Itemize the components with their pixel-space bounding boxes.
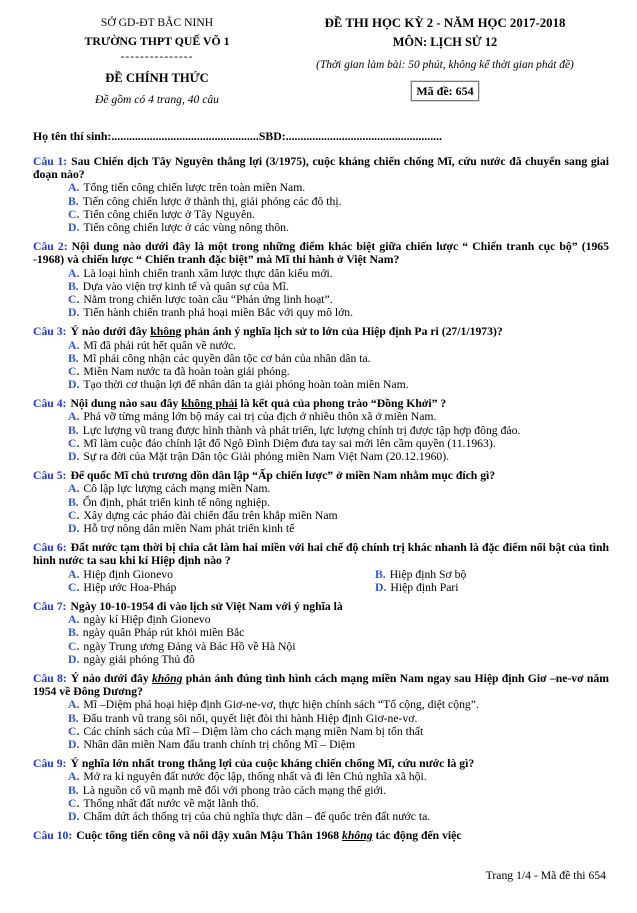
answer-option	[33, 378, 609, 391]
question-text-part: không	[151, 671, 183, 685]
option-text: Nằm trong chiến lược toàn cầu “Phản ứng linh hoạt”.	[83, 293, 333, 307]
answer-option	[33, 293, 609, 306]
answer-option	[33, 208, 609, 221]
answer-option	[33, 738, 609, 751]
answer-option	[33, 581, 340, 594]
question-text-part: Ý nghĩa lớn nhất trong thắng lợi của cuộc kháng chiến chống Mĩ, cứu nước là gì?	[70, 757, 475, 771]
answer-option	[33, 810, 609, 823]
option-text: Nhân dân miền Nam đấu tranh chính trị chống Mĩ – Diệm	[83, 738, 356, 752]
option-letter: D.	[68, 653, 80, 667]
option-text: Các chính sách của Mĩ – Diệm làm cho cách mạng miền Nam bị tổn thất	[83, 725, 424, 739]
option-text: Mở ra kỉ nguyên đất nước độc lập, thống nhất và đi lên Chủ nghĩa xã hội.	[83, 770, 427, 784]
question	[33, 325, 609, 391]
option-text: Xây dựng các pháo đài chiến đấu trên khắp miền Nam	[83, 509, 338, 523]
answer-option	[33, 522, 609, 535]
answer-option	[33, 339, 609, 352]
option-text: Mĩ đã phải rút hết quân về nước.	[83, 338, 237, 352]
question-text-part: Cuộc tổng tiến công và nổi dậy xuân Mậu Thân 1968	[76, 829, 343, 843]
answer-option	[33, 613, 609, 626]
question-text-part: là kết quả của phong trào “Đồng Khởi” ?	[237, 397, 447, 411]
options-list	[33, 339, 609, 392]
option-letter: A.	[68, 482, 80, 496]
option-text: Là nguồn cổ vũ mạnh mẽ đối với phong trào cách mạng thế giới.	[82, 783, 386, 797]
option-letter: D.	[68, 306, 80, 320]
answer-option	[33, 306, 609, 319]
option-letter: B.	[68, 423, 79, 437]
page-count-note: Đề gồm có 4 trang, 40 câu	[95, 92, 219, 106]
answer-option	[33, 496, 609, 509]
question-number: Câu 8:	[33, 671, 67, 685]
question-text-part: không phải	[181, 397, 238, 411]
question-number: Câu 9:	[33, 757, 67, 771]
question-text-part: tác động đến việc	[372, 829, 462, 843]
question-text	[33, 600, 609, 613]
answer-option	[33, 725, 609, 738]
options-list	[33, 267, 609, 320]
question-text-part: Đế quốc Mĩ chủ trương dồn dân lập “Ấp chiến lược” ở miền Nam nhằm mục đích gì?	[70, 469, 496, 483]
question-text	[33, 397, 609, 410]
option-text: Dựa vào viện trợ kinh tế và quân sự của Mĩ.	[82, 279, 289, 293]
option-letter: C.	[68, 581, 80, 595]
question-text	[33, 672, 609, 699]
option-letter: D.	[68, 450, 80, 464]
option-letter: A.	[68, 613, 80, 627]
option-letter: C.	[68, 207, 80, 221]
header-right-block	[281, 14, 609, 103]
question-text-part: Sau Chiến dịch Tây Nguyên thắng lợi (3/1975), cuộc kháng chiến chống Mĩ, cứu nước đã chuyển sang giai đoạn nào?	[33, 154, 609, 181]
option-letter: B.	[68, 711, 79, 725]
option-text: Sự ra đời của Mặt trận Dân tộc Giải phóng miền Nam Việt Nam (20.12.1960).	[83, 450, 450, 464]
option-text: ngày quân Pháp rút khỏi miền Bắc	[82, 626, 245, 640]
question-text-part: Đất nước tạm thời bị chia cắt làm hai miền với hai chế độ chính trị khác nhanh là đặc điểm nổi bật của tình hình nước ta sau khi kí Hiệp định nào ?	[33, 541, 609, 568]
option-letter: D.	[68, 738, 80, 752]
answer-option	[340, 581, 609, 594]
option-text: Thống nhất đất nước về mặt lãnh thổ.	[83, 797, 259, 810]
question-text	[33, 829, 609, 842]
question	[33, 541, 609, 594]
option-text: Tiến công chiến lược ở thành thị, giải phóng các đô thị.	[82, 194, 342, 208]
options-list	[33, 482, 609, 535]
option-letter: C.	[68, 509, 80, 523]
header-left-block	[33, 14, 281, 109]
school-name: TRƯỜNG THPT QUẾ VÕ 1	[84, 33, 230, 48]
option-text: ngày giải phóng Thủ đô	[83, 653, 195, 667]
option-letter: C.	[68, 365, 80, 379]
question-text	[33, 541, 609, 568]
options-list	[33, 181, 609, 234]
option-text: Là loại hình chiến tranh xâm lược thực dân kiểu mới.	[83, 266, 333, 280]
question-text	[33, 240, 609, 267]
option-letter: B.	[68, 194, 79, 208]
options-list	[33, 568, 609, 595]
option-text: Ổn định, phát triển kinh tế nông nghiệp.	[82, 495, 271, 509]
question-text-part: Nội dung nào dưới đây là một trong những điểm khác biệt giữa chiến lược “ Chiến tranh cục bộ” (1965 -1968) và chiến lược “ Chiến tranh đặc biệt” mà Mĩ thi hành ở Việt Nam?	[33, 239, 609, 267]
option-text: Hiệp ước Hoa-Pháp	[83, 581, 177, 595]
question-number: Câu 5:	[33, 469, 67, 483]
option-letter: C.	[68, 725, 80, 739]
answer-option	[33, 626, 609, 639]
question-number: Câu 7:	[33, 599, 67, 613]
exam-header	[33, 14, 609, 109]
option-text: Đấu tranh vũ trang sôi nổi, quyết liệt đòi thi hành Hiệp định Giơ-ne-vơ.	[82, 711, 418, 725]
option-letter: B.	[68, 279, 79, 293]
answer-option	[33, 640, 609, 653]
question-number: Câu 3:	[33, 325, 67, 339]
options-list	[33, 770, 609, 823]
question	[33, 240, 609, 320]
option-text: Hiệp định Gionevo	[83, 567, 173, 581]
question	[33, 155, 609, 235]
option-letter: D.	[68, 378, 80, 392]
option-letter: C.	[68, 437, 80, 451]
question-text-part: Ngày 10-10-1954 đi vào lịch sử Việt Nam với ý nghĩa là	[70, 599, 343, 613]
question-number: Câu 4:	[33, 397, 67, 411]
header-divider: ---------------	[120, 50, 194, 64]
option-letter: B.	[68, 495, 79, 509]
questions-list	[33, 155, 609, 843]
page-footer: Trang 1/4 - Mã đề thi 654	[485, 869, 606, 882]
question-text-part: Ý nào dưới đây	[70, 671, 152, 685]
question-text-part: Nội dung nào sau đây	[70, 397, 182, 411]
candidate-sbd-dots: .....................................................	[285, 128, 443, 143]
answer-option	[33, 509, 609, 522]
option-text: ngày kí Hiệp định Gionevo	[83, 613, 211, 627]
answer-option	[33, 482, 609, 495]
question	[33, 469, 609, 535]
question-number: Câu 6:	[33, 541, 67, 555]
options-list	[33, 410, 609, 463]
candidate-line	[33, 129, 609, 144]
option-letter: D.	[68, 522, 80, 536]
question-number: Câu 2:	[33, 239, 68, 253]
option-letter: B.	[68, 626, 79, 640]
option-text: Hỗ trợ nông dân miền Nam phát triển kinh tế	[83, 522, 295, 536]
option-letter: A.	[68, 181, 80, 195]
answer-option	[33, 267, 609, 280]
option-text: Cô lập lực lượng cách mạng miền Nam.	[83, 482, 271, 496]
option-text: Tiến hành chiến tranh phá hoại miền Bắc với quy mô lớn.	[83, 306, 354, 320]
question-number: Câu 1:	[33, 154, 68, 168]
answer-option	[33, 181, 609, 194]
answer-option	[33, 797, 609, 810]
exam-code-wrap	[281, 79, 609, 103]
answer-option	[33, 424, 609, 437]
option-text: Lực lượng vũ trang được hình thành và phát triển, lực lượng chính trị được tập hợp đông đảo.	[82, 423, 521, 437]
question-text-part: không	[150, 325, 182, 339]
option-text: Mĩ làm cuộc đảo chính lật đổ Ngô Đình Diệm đưa tay sai mới lên cầm quyền (11.1963).	[83, 437, 496, 451]
answer-option	[33, 568, 340, 581]
option-text: Mĩ phải công nhận các quyền dân tộc cơ bản của nhân dân ta.	[82, 351, 371, 365]
question-text-part: không	[342, 829, 373, 843]
option-letter: B.	[68, 351, 79, 365]
department-name: SỞ GD-ĐT BẮC NINH	[100, 16, 214, 29]
candidate-sbd-label: SBD:	[258, 128, 286, 143]
option-text: Tiến công chiến lược ở các vùng nông thôn.	[83, 221, 289, 235]
question-text-part: Ý nào dưới đây	[70, 325, 151, 339]
option-text: Hiệp định Sơ bộ	[389, 567, 467, 581]
question-text	[33, 469, 609, 482]
exam-duration: (Thời gian làm bài: 50 phút, không kể thời gian phát đề)	[316, 58, 574, 71]
candidate-name-dots: ..................................................	[111, 128, 259, 143]
answer-option	[33, 770, 609, 783]
option-letter: A.	[68, 567, 80, 581]
option-text: Chấm dứt ách thống trị của chủ nghĩa thực dân – đế quốc trên đất nước ta.	[83, 810, 431, 824]
answer-option	[33, 450, 609, 463]
exam-code-box: Mã đề: 654	[411, 81, 478, 101]
option-letter: B.	[68, 783, 79, 797]
option-text: Mĩ –Diệm phá hoại hiệp định Giơ-ne-vơ, thực hiện chính sách “Tố cộng, diệt cộng”.	[83, 698, 479, 712]
question	[33, 829, 609, 842]
answer-option	[33, 365, 609, 378]
option-letter: A.	[68, 338, 80, 352]
question	[33, 757, 609, 823]
question	[33, 600, 609, 666]
option-letter: D.	[375, 581, 387, 595]
exam-type-label: ĐỀ CHÍNH THỨC	[105, 71, 209, 86]
option-text: Tiến công chiến lược ở Tây Nguyên.	[83, 207, 255, 221]
option-letter: D.	[68, 221, 80, 235]
options-list	[33, 613, 609, 666]
option-letter: C.	[68, 639, 80, 653]
option-letter: A.	[68, 698, 80, 712]
answer-option	[33, 410, 609, 423]
question	[33, 397, 609, 463]
option-letter: D.	[68, 810, 80, 824]
answer-option	[33, 698, 609, 711]
question-text	[33, 325, 609, 338]
option-letter: C.	[68, 293, 80, 307]
exam-title: ĐỀ THI HỌC KỲ 2 - NĂM HỌC 2017-2018	[324, 16, 566, 30]
answer-option	[33, 784, 609, 797]
answer-option	[33, 437, 609, 450]
answer-option	[33, 352, 609, 365]
answer-option	[33, 280, 609, 293]
answer-option	[33, 195, 609, 208]
option-letter: A.	[68, 266, 80, 280]
exam-subject: MÔN: LỊCH SỬ 12	[392, 35, 498, 50]
option-text: Hiệp định Pari	[390, 581, 459, 595]
option-text: Miền Nam nước ta đã hoàn toàn giải phóng.	[83, 365, 290, 379]
question	[33, 672, 609, 752]
option-letter: A.	[68, 770, 80, 784]
option-text: Tạo thời cơ thuận lợi để nhân dân ta giải phóng hoàn toàn miền Nam.	[83, 378, 409, 392]
options-list	[33, 698, 609, 751]
answer-option	[33, 221, 609, 234]
answer-option	[33, 653, 609, 666]
question-text	[33, 757, 609, 770]
option-letter: C.	[68, 797, 80, 810]
option-text: Tổng tiến công chiến lược trên toàn miền Nam.	[83, 181, 306, 195]
option-letter: A.	[68, 410, 80, 424]
answer-option	[33, 712, 609, 725]
option-text: ngày Trung ương Đảng và Bác Hồ về Hà Nội	[83, 639, 296, 653]
question-text-part: phản ánh ý nghĩa lịch sử to lớn của Hiệp định Pa ri (27/1/1973)?	[181, 325, 503, 339]
option-text: Phá vỡ từng mảng lớn bộ máy cai trị của địch ở nhiều thôn xã ở miền Nam.	[83, 410, 437, 424]
option-letter: B.	[375, 567, 386, 581]
question-number: Câu 10:	[33, 829, 73, 843]
candidate-name-label: Họ tên thí sinh:	[33, 128, 112, 143]
question-text	[33, 155, 609, 182]
answer-option	[340, 568, 609, 581]
question-text-part: phản ánh đúng tình hình cách mạng miền Nam ngay sau Hiệp định Giơ –ne-vơ năm 1954 về Đông Dương?	[33, 671, 609, 699]
